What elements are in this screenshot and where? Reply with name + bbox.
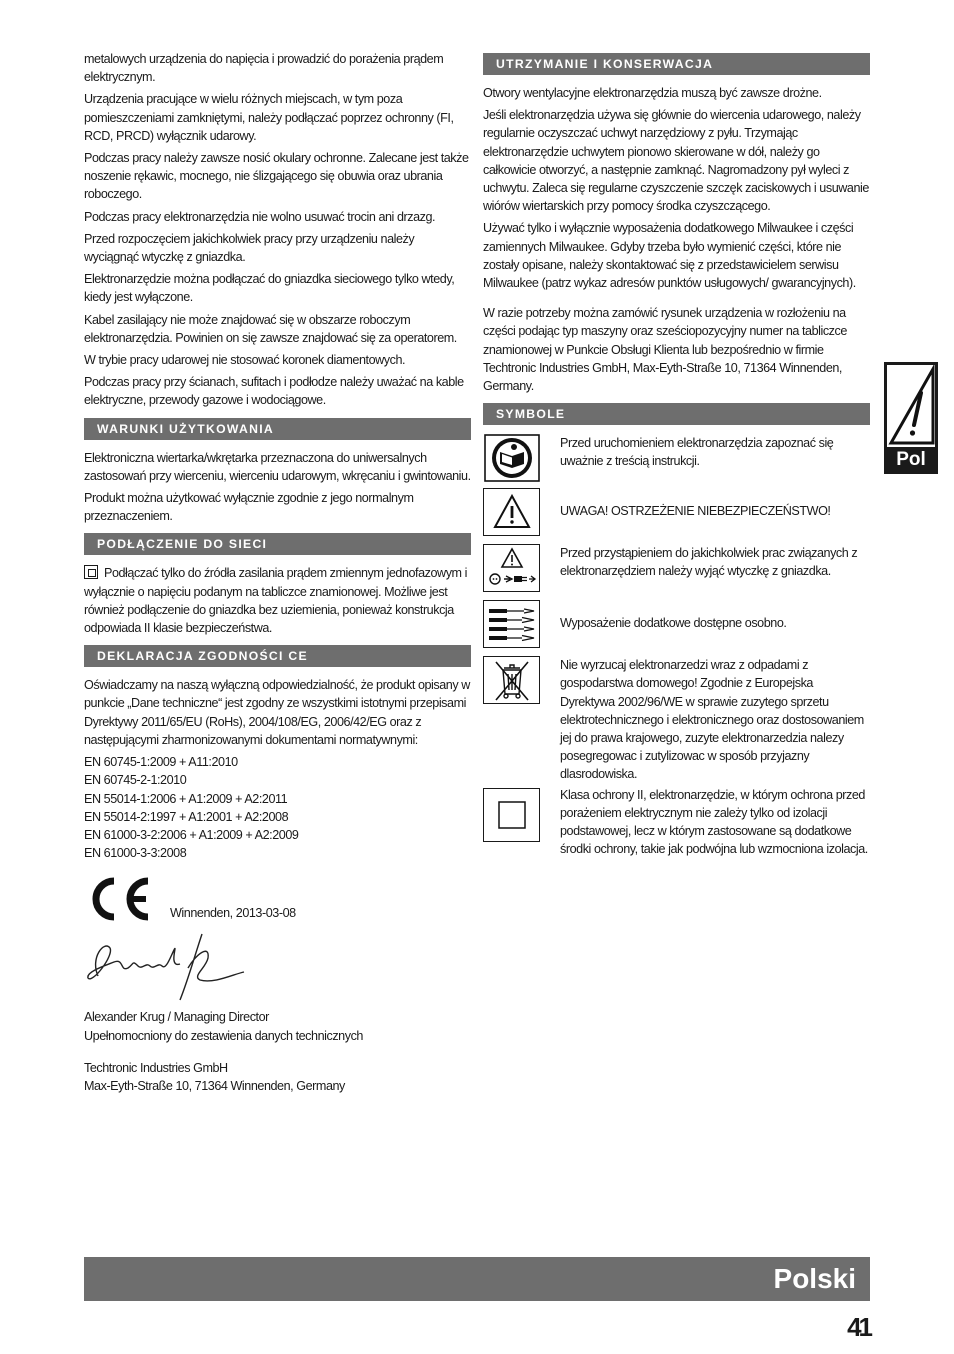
symbol-item [483,600,870,648]
symbol-text: Przed uruchomieniem elektronarzędzia zapoznać się uważnie z treścią instrukcji. [560,436,834,469]
side-warning-icon [887,365,935,447]
authorized-text: Upełnomocniony do zestawienia danych technicznych [84,1028,363,1043]
place-date: Winnenden, 2013-03-08 [170,906,296,921]
standard-item: EN 60745-1:2009 + A11:2010 [84,755,238,770]
signature-image [84,928,254,1008]
ce-row [84,876,471,922]
symbol-item [483,488,870,536]
symbol-text: Nie wyrzucaj elektronarzedzi wraz z odpadami z gospodarstwa domowego! Zgodnie z Europejska Dyrektywa 2002/96/WE w sprawie zuzytego sprzetu elektrotechnicznego i elektronicznego oraz dostosowaniem jej do prawa krajowego, zuzyte elektronarzedzia nalezy posegregowac i zutylizowac w sposób przyjazny dlasrodowiska. [560,658,864,782]
mains-text: Podłączać tylko do źródła zasilania prądem zmiennym jednofazowym i wyłącznie o napięciu podanym na tabliczce znamionowej. Możliwe jest również podłączenie do gniazdka bez uziemienia, ponieważ konstrukcja odpowiada II klasie bezpieczeństwa. [84,566,467,636]
symbols-heading: SYMBOLE [483,403,870,425]
symbol-item [483,544,870,592]
crossed-bin-icon [483,656,540,704]
symbol-item [483,656,870,783]
standards-list [84,753,471,862]
symbol-item [483,786,870,859]
usage-paragraph: Elektroniczna wiertarka/wkrętarka przeznaczona do uniwersalnych zastosowań przy wierceniu, wierceniu udarowym, wkręcaniu i gwintowaniu. [84,450,471,483]
standard-item: EN 61000-3-2:2006 + A1:2009 + A2:2009 [84,827,299,842]
symbols-list [483,434,870,858]
safety-paragraph: Urządzenia pracujące w wielu różnych miejscach, w tym poza pomieszczeniami zamkniętymi, należy podłączać poprzez ochronny (FI, RCD, PRCD) wyłącznik udarowy. [84,92,454,143]
safety-paragraph: Elektronarzędzie można podłączać do gniazdka sieciowego tylko wtedy, kiedy jest wyłączone. [84,272,455,305]
left-column [84,50,471,1095]
class-ii-icon [483,788,540,842]
usage-paragraph: Produkt można użytkować wyłącznie zgodnie z jego normalnym przeznaczeniem. [84,491,414,524]
safety-paragraph: Podczas pracy elektronarzędzia nie wolno usuwać trocin ani drzazg. [84,209,436,224]
standard-item: EN 61000-3-3:2008 [84,846,187,861]
footer-language-title: Polski [773,1263,856,1294]
safety-paragraph: Kabel zasilający nie może znajdować się w obszarze roboczym elektronarzędzia. Powinien on się zawsze znajdować się za operatorem. [84,312,457,345]
page-number: 41 [847,1312,870,1342]
maintenance-paragraph: W razie potrzeby można zamówić rysunek urządzenia w rozłożeniu na części podając typ maszyny oraz sześciopozycyjny numer na tabliczce znamionowej w Punkcie Obsługi Klienta lub bezpośrednio w firmie Techtronic Industries GmbH, Max-Eyth-Straße 10, 71364 Winnenden, Germany. [483,306,847,394]
maintenance-paragraph: Jeśli elektronarzędzia używa się głównie do wiercenia udarowego, należy regularnie oczyszczać uchwyt narzędziowy z pyłu. Trzymając elektronarzędzie uchwytem pionowo skierowane w dół, należy go całkowicie otworzyć, a następnie zamknąć. Nagromadzony pył wyleci z uchwytu. Zaleca się regularne czyszczenie szczęk zaciskowych i usuwanie wiórów wiertarskich przy pomocy środka czyszczącego. [483,108,869,214]
usage-heading: WARUNKI UŻYTKOWANIA [84,418,471,440]
warning-triangle-icon [483,488,540,536]
right-column [483,50,870,858]
safety-paragraph: W trybie pracy udarowej nie stosować koronek diamentowych. [84,353,406,368]
unplug-warning-icon [483,544,540,592]
footer-bar [84,1257,870,1301]
symbol-item [483,434,870,482]
mains-paragraph [84,564,471,637]
symbol-text: Wyposażenie dodatkowe dostępne osobno. [560,616,787,631]
mains-heading: PODŁĄCZENIE DO SIECI [84,533,471,555]
safety-paragraph: metalowych urządzenia do napięcia i prowadzić do porażenia prądem elektrycznym. [84,52,444,85]
maintenance-paragraph: Otwory wentylacyjne elektronarzędzia muszą być zawsze drożne. [483,86,822,100]
standard-item: EN 55014-2:1997 + A1:2001 + A2:2008 [84,809,289,824]
safety-paragraph: Przed rozpoczęciem jakichkolwiek pracy przy urządzeniu należy wyciągnąć wtyczkę z gniazdka. [84,231,415,265]
signatory: Alexander Krug / Managing Director [84,1010,269,1025]
symbol-text: Przed przystąpieniem do jakichkolwiek prac związanych z elektronarzędziem należy wyjąć wtyczkę z gniazdka. [560,546,858,579]
declaration-paragraph: Oświadczamy na naszą wyłączną odpowiedzialność, że produkt opisany w punkcie „Dane techniczne“ jest zgodny ze wszystkimi istotnymi przepisami Dyrektywy 2011/65/EU (RoHs), 2004/108/EG, 2006/42/EG oraz z następującymi zharmonizowanymi dokumentami normatywnymi: [84,678,470,747]
accessory-bits-icon [483,600,540,648]
class-ii-icon [84,565,98,579]
standard-item: EN 60745-2-1:2010 [84,773,187,788]
side-tab-label: Pol [896,449,926,470]
read-manual-icon [483,434,540,482]
safety-paragraph: Podczas pracy przy ścianach, sufitach i podłodze należy uważać na kable elektryczne, przewody gazowe i wodociągowe. [84,375,464,408]
declaration-heading: DEKLARACJA ZGODNOŚCI CE [84,645,471,667]
ce-mark-icon [84,876,156,922]
symbol-text: UWAGA! OSTRZEŻENIE NIEBEZPIECZEŃSTWO! [560,504,831,519]
symbol-text: Klasa ochrony II, elektronarzędzie, w którym ochrona przed porażeniem elektrycznym nie zależy tylko od izolacji podstawowej, lecz w którym zastosowane są dodatkowe środki ochrony, takie jak podwójna lub wzmocniona izolacja. [560,787,868,857]
company-address: Max-Eyth-Straße 10, 71364 Winnenden, Germany [84,1078,345,1093]
safety-paragraph: Podczas pracy należy zawsze nosić okulary ochronne. Zalecane jest także noszenie rękawic, mocnego, nie ślizgającego się obuwia oraz ubrania roboczego. [84,151,469,202]
maintenance-heading: UTRZYMANIE I KONSERWACJA [483,53,870,75]
language-side-tab [884,362,938,474]
maintenance-paragraph: Używać tylko i wyłącznie wyposażenia dodatkowego Milwaukee i części zamiennych Milwaukee. Gdyby trzeba było wymienić części, które nie zostały opisane, należy skontaktować się z przedstawicielem serwisu Milwaukee (patrz wykaz adresów punktów usługowych/ gwarancyjnych). [483,221,856,291]
standard-item: EN 55014-1:2006 + A1:2009 + A2:2011 [84,791,288,806]
company-name: Techtronic Industries GmbH [84,1060,228,1075]
